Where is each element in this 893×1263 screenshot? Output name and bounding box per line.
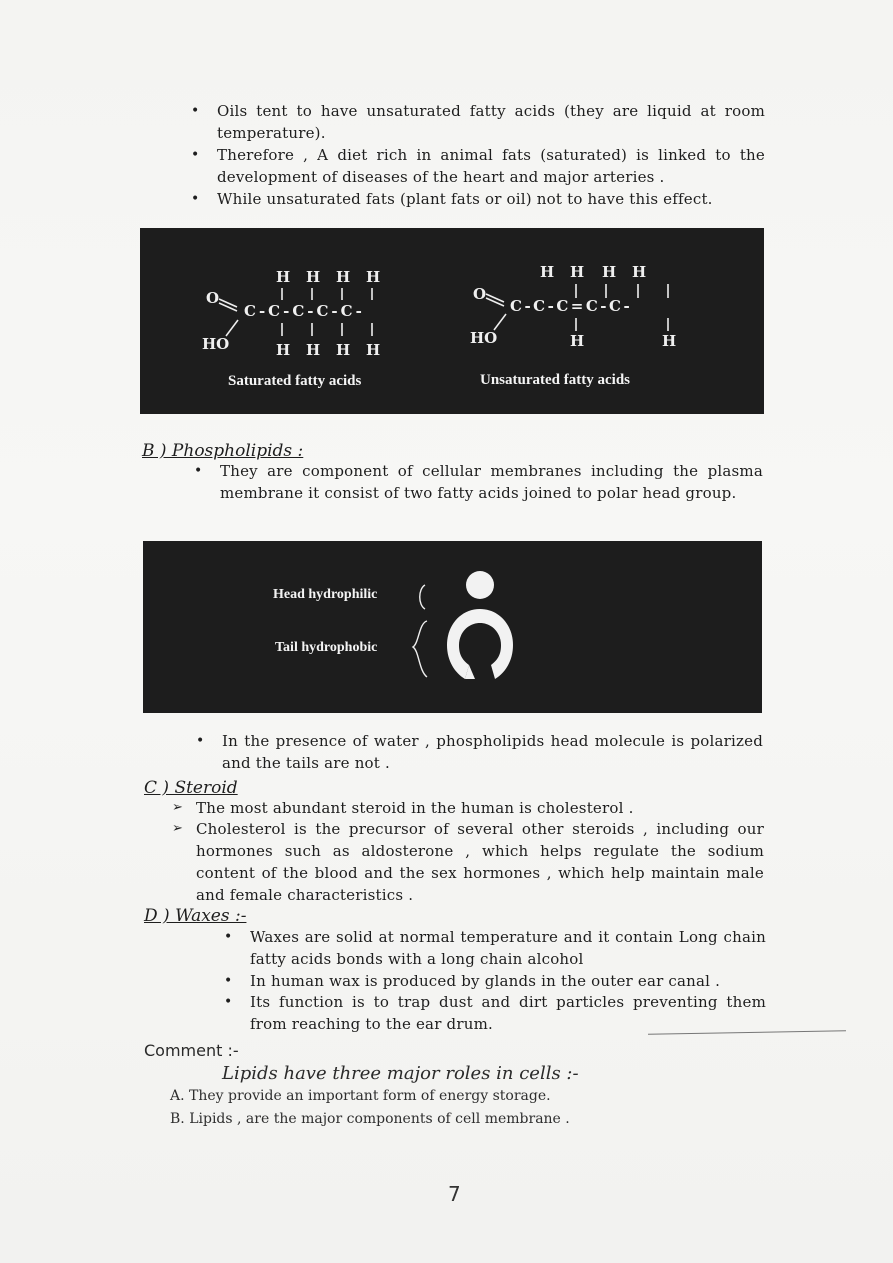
waxes-item-1: [224, 926, 766, 970]
hydroxyl-group: HO: [470, 329, 498, 347]
oxygen-atom: O: [473, 285, 487, 303]
bullet-marker: •: [191, 147, 200, 163]
item-text: Lipids , are the major components of cell membrane .: [189, 1111, 570, 1127]
h-atom: H: [540, 263, 555, 281]
h-atom: H: [306, 268, 321, 286]
carbon-chain: C-C-C=C-C-: [510, 297, 633, 315]
steroid-item-1: [172, 797, 766, 819]
unsaturated-caption: Unsaturated fatty acids: [480, 372, 630, 388]
bullet-marker: •: [194, 463, 203, 479]
bullet-text: While unsaturated fats (plant fats or oil) not to have this effect.: [217, 190, 713, 208]
h-atom: H: [306, 341, 321, 359]
bullet-marker: •: [224, 973, 233, 989]
comment-title: Lipids have three major roles in cells :-: [222, 1063, 579, 1084]
item-marker: B.: [170, 1111, 185, 1127]
page-number: 7: [448, 1182, 461, 1206]
waxes-item-3: [224, 991, 766, 1035]
h-atom: H: [276, 341, 291, 359]
phospholipids-heading: B ) Phospholipids :: [142, 441, 304, 461]
phospholipid-molecule-icon: [403, 561, 523, 711]
phospholipid-figure: [143, 541, 762, 713]
phospholipids-bullet: [194, 460, 763, 504]
bullet-marker: •: [224, 929, 233, 945]
h-atom: H: [570, 263, 585, 281]
steroid-item-2: [172, 818, 764, 906]
bullet-text: They are component of cellular membranes including the plasma membrane it consist of two fatty acids joined to polar head group.: [220, 462, 763, 502]
item-text: In human wax is produced by glands in the outer ear canal .: [250, 972, 721, 990]
item-text: Waxes are solid at normal temperature and it contain Long chain fatty acids bonds with a long chain alcohol: [250, 928, 766, 968]
hydroxyl-group: HO: [202, 335, 230, 353]
h-atom: H: [366, 268, 381, 286]
head-label: Head hydrophilic: [273, 587, 378, 602]
comment-label: Comment :-: [144, 1041, 239, 1060]
h-atom: H: [662, 332, 677, 350]
waxes-item-2: [224, 970, 766, 992]
h-atom: H: [570, 332, 585, 350]
oxygen-atom: O: [206, 289, 220, 307]
tail-label: Tail hydrophobic: [275, 640, 378, 655]
arrow-marker: ➢: [172, 800, 184, 815]
item-text: The most abundant steroid in the human is cholesterol .: [196, 799, 634, 817]
saturated-caption: Saturated fatty acids: [228, 373, 362, 389]
bullet-text: Therefore , A diet rich in animal fats (saturated) is linked to the development of diseases of the heart and major arteries .: [217, 146, 765, 186]
h-atom: H: [276, 268, 291, 286]
h-atom: H: [366, 341, 381, 359]
h-atom: H: [336, 268, 351, 286]
intro-bullet-3: [191, 188, 765, 210]
fatty-acids-figure: [140, 228, 764, 414]
carbon-chain: C-C-C-C-C-: [244, 302, 365, 320]
bullet-marker: •: [224, 994, 233, 1010]
bullet-text: Oils tent to have unsaturated fatty acids (they are liquid at room temperature).: [217, 102, 765, 142]
arrow-marker: ➢: [172, 821, 184, 836]
comment-item-b: [170, 1111, 570, 1127]
bullet-text: In the presence of water , phospholipids head molecule is polarized and the tails are not .: [222, 732, 763, 772]
item-text: They provide an important form of energy storage.: [189, 1088, 551, 1104]
item-text: Cholesterol is the precursor of several other steroids , including our hormones such as aldosterone , which helps regulate the sodium content of the blood and the sex hormones , which help maintain male and female characteristics .: [196, 820, 764, 904]
steroid-heading: C ) Steroid: [144, 778, 238, 798]
bullet-marker: •: [196, 733, 205, 749]
h-atom: H: [336, 341, 351, 359]
h-atom: H: [602, 263, 617, 281]
intro-bullet-2: [191, 144, 765, 188]
intro-bullet-1: [191, 100, 765, 144]
bullet-marker: •: [191, 103, 200, 119]
comment-item-a: [170, 1088, 551, 1104]
h-atom: H: [632, 263, 647, 281]
item-marker: A.: [170, 1088, 185, 1104]
phospholipids-bullet-2: [196, 730, 763, 774]
bullet-marker: •: [191, 191, 200, 207]
item-text: Its function is to trap dust and dirt particles preventing them from reaching to the ear drum.: [250, 993, 766, 1033]
waxes-heading: D ) Waxes :-: [144, 906, 247, 926]
